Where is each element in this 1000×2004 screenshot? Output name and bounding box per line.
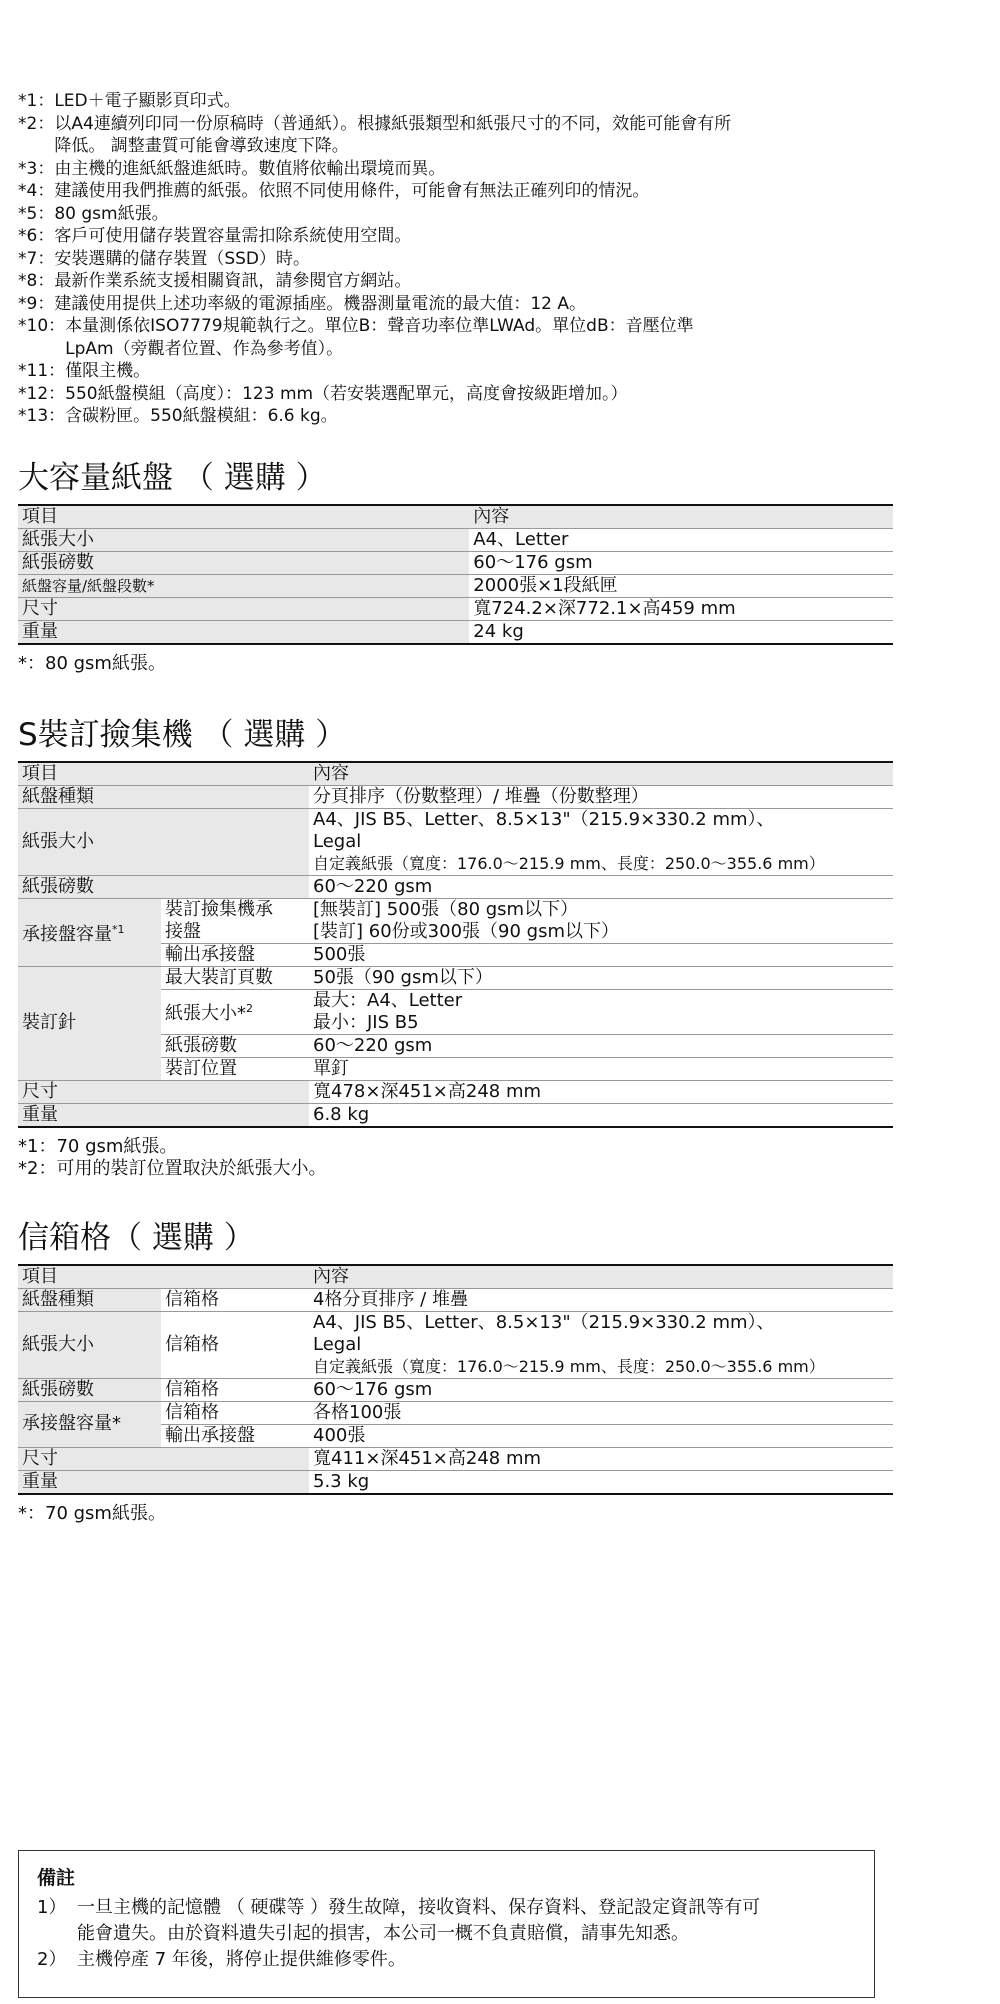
footnote-text: 由主機的進紙紙盤進紙時。數值將依輸出環境而異。 — [54, 158, 446, 179]
table-row: 輸出承接盤 400張 — [18, 1424, 893, 1447]
table-row: 紙張大小 A4、JIS B5、Letter、8.5×13"（215.9×330.2 mm）、 Legal 自定義紙張（寬度：176.0～215.9 mm、長度：250.0～355.6 mm） — [18, 808, 893, 875]
footnote-item — [18, 405, 893, 428]
table-row: 紙盤容量/紙盤段數* 2000張×1段紙匣 — [18, 574, 893, 597]
table-header-row: 項目 內容 — [18, 505, 893, 529]
table-row: 裝訂針 最大裝訂頁數 50張（90 gsm以下） — [18, 966, 893, 989]
footnote-key: *13： — [18, 406, 66, 426]
footnote-key: *6： — [18, 226, 55, 246]
footnote-item — [18, 90, 893, 113]
finisher-footnotes: *1：70 gsm紙張。 *2：可用的裝訂位置取決於紙張大小。 — [18, 1135, 327, 1179]
footnote-item — [18, 270, 893, 293]
footnotes — [18, 90, 893, 428]
footnote-text: 80 gsm紙張。 — [54, 203, 169, 224]
footnote-item — [18, 360, 893, 383]
footnote-text: 550紙盤模組（高度）：123 mm（若安裝選配單元，高度會按級距增加。） — [65, 383, 628, 404]
spec-page — [18, 90, 893, 1525]
table-header-row: 項目 內容 — [18, 1265, 893, 1289]
footnote-text-cont: LpAm（旁觀者位置、作為參考值）。 — [65, 338, 344, 359]
table-row: 紙盤種類 信箱格 4格分頁排序 / 堆疊 — [18, 1288, 893, 1311]
table-row: 紙張磅數 60～220 gsm — [18, 875, 893, 898]
table-row: 紙張磅數 60～176 gsm — [18, 551, 893, 574]
footnote-item — [18, 203, 893, 226]
remarks-title: 備註 — [37, 1867, 76, 1889]
footnote-text: 安裝選購的儲存裝置（SSD）時。 — [54, 248, 310, 269]
footnote-item — [18, 315, 893, 360]
footnote-item — [18, 293, 893, 316]
table-row: 輸出承接盤 500張 — [18, 943, 893, 966]
footnote-item — [18, 158, 893, 181]
table-row: 重量 6.8 kg — [18, 1103, 893, 1127]
footnote-text: 建議使用提供上述功率級的電源插座。機器測量電流的最大值：12 A。 — [54, 293, 586, 314]
section-title-mailbox: 信箱格（ 選購 ） — [18, 1219, 255, 1256]
footnote-key: *3： — [18, 158, 55, 179]
footnote-key: *11： — [18, 361, 66, 381]
footnote-text-cont: 降低。 調整畫質可能會導致速度下降。 — [54, 136, 349, 156]
footnote-key: *1： — [18, 91, 55, 111]
large-tray-table — [18, 504, 893, 645]
finisher-table — [18, 761, 893, 1128]
remarks-item: 2） 主機停產 7 年後，將停止提供維修零件。 — [37, 1949, 406, 1970]
mailbox-footnote: *：70 gsm紙張。 — [18, 1502, 166, 1524]
footnote-text: 最新作業系統支援相關資訊，請參閱官方網站。 — [54, 271, 412, 291]
footnote-item — [18, 113, 893, 158]
remarks-item: 1） 一旦主機的記憶體 （ 硬碟等 ）發生故障，接收資料、保存資料、登記設定資訊等有可 能會遺失。由於資料遺失引起的損害，本公司一概不負責賠償，請事先知悉。 — [37, 1897, 761, 1944]
table-row: 承接盤容量$^{*1}$ 裝訂撿集機承 接盤 [無裝訂] 500張（80 gsm以下） [裝訂] 60份或300張（90 gsm以下） — [18, 898, 893, 943]
section-title-finisher: S裝訂撿集機 （ 選購 ） — [18, 716, 347, 753]
table-row: 紙張大小*$^2$ 最大：A4、Letter 最小：JIS B5 — [18, 989, 893, 1034]
footnote-key: *12： — [18, 383, 66, 404]
footnote-text: 客戶可使用儲存裝置容量需扣除系統使用空間。 — [54, 226, 412, 246]
footnote-text: 建議使用我們推薦的紙張。依照不同使用條件，可能會有無法正確列印的情況。 — [54, 181, 650, 201]
footnote-item — [18, 248, 893, 271]
table-row: 尺寸 寬411×深451×高248 mm — [18, 1447, 893, 1470]
large-tray-footnote: *：80 gsm紙張。 — [18, 652, 166, 674]
table-header-row: 項目 內容 — [18, 762, 893, 786]
table-row: 尺寸 寬724.2×深772.1×高459 mm — [18, 597, 893, 620]
footnote-text: 含碳粉匣。550紙盤模組：6.6 kg。 — [65, 406, 338, 426]
footnote-text: 以A4連續列印同一份原稿時（普通紙）。根據紙張類型和紙張尺寸的不同，效能可能會有所 — [54, 113, 732, 134]
table-row: 紙張磅數 60～220 gsm — [18, 1034, 893, 1057]
remarks-box — [18, 1850, 875, 1998]
mailbox-table — [18, 1264, 893, 1495]
footnote-key: *9： — [18, 293, 55, 314]
footnote-key: *7： — [18, 248, 55, 269]
table-row: 裝訂位置 單釘 — [18, 1057, 893, 1080]
footnote-text: 僅限主機。 — [65, 361, 151, 381]
footnote-text: 本量測係依ISO7779規範執行之。單位B：聲音功率位準LWAd。單位dB：音壓位準 — [65, 316, 694, 336]
footnote-item — [18, 180, 893, 203]
table-row: 紙張大小 A4、Letter — [18, 528, 893, 551]
table-row: 紙張大小 信箱格 A4、JIS B5、Letter、8.5×13"（215.9×330.2 mm）、 Legal 自定義紙張（寬度：176.0～215.9 mm、長度：250.0～355.6 mm） — [18, 1311, 893, 1378]
table-row: 紙張磅數 信箱格 60～176 gsm — [18, 1378, 893, 1401]
table-row: 重量 24 kg — [18, 620, 893, 644]
footnote-text: LED＋電子顯影頁印式。 — [54, 91, 241, 111]
table-row: 重量 5.3 kg — [18, 1470, 893, 1494]
table-row: 尺寸 寬478×深451×高248 mm — [18, 1080, 893, 1103]
table-row: 承接盤容量* 信箱格 各格100張 — [18, 1401, 893, 1424]
footnote-key: *8： — [18, 271, 55, 291]
footnote-key: *5： — [18, 203, 55, 224]
footnote-key: *2： — [18, 113, 55, 134]
footnote-key: *10： — [18, 316, 66, 336]
section-title-large-tray: 大容量紙盤 （ 選購 ） — [18, 459, 327, 496]
footnote-item — [18, 225, 893, 248]
footnote-key: *4： — [18, 181, 55, 201]
table-row: 紙盤種類 分頁排序（份數整理）/ 堆疊（份數整理） — [18, 785, 893, 808]
footnote-item — [18, 383, 893, 406]
